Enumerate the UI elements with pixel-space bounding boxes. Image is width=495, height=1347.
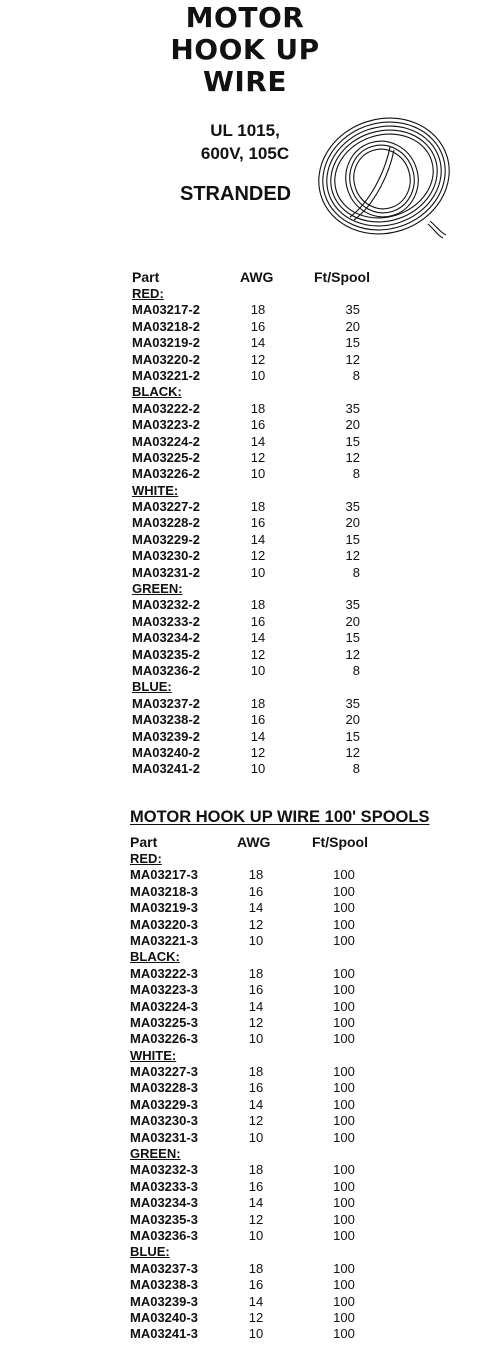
ft-per-spool: 20: [345, 712, 360, 728]
group-label-text: BLUE:: [130, 1244, 170, 1260]
ft-per-spool: 35: [345, 695, 360, 711]
part-number: MA03221-2: [132, 367, 200, 383]
awg-value: 14: [250, 531, 266, 547]
ft-per-spool: 35: [345, 597, 360, 613]
title-line: MOTOR: [185, 1, 305, 34]
part-number: MA03232-3: [130, 1162, 198, 1178]
column-header: Part: [132, 269, 160, 285]
ft-per-spool: 12: [345, 646, 360, 662]
awg-value: 10: [250, 662, 266, 678]
part-number: MA03230-3: [130, 1113, 198, 1129]
ft-per-spool: 100: [333, 1293, 355, 1309]
ft-per-spool: 100: [333, 965, 355, 981]
part-number: MA03226-3: [130, 1031, 198, 1047]
ft-per-spool: 100: [333, 1178, 355, 1194]
ft-per-spool: 35: [345, 400, 360, 416]
product-title: [0, 2, 490, 98]
ft-per-spool: 100: [333, 1260, 355, 1276]
part-number: MA03237-3: [130, 1260, 198, 1276]
wire-coil-illustration: [310, 112, 460, 247]
section-title: MOTOR HOOK UP WIRE 100' SPOOLS: [130, 808, 430, 826]
awg-value: 16: [250, 515, 266, 531]
ft-per-spool: 20: [345, 613, 360, 629]
ft-per-spool: 12: [345, 351, 360, 367]
part-number: MA03236-2: [132, 662, 200, 678]
awg-value: 18: [250, 695, 266, 711]
part-number: MA03229-2: [132, 531, 200, 547]
part-number: MA03235-3: [130, 1211, 198, 1227]
ft-per-spool: 15: [345, 433, 360, 449]
part-number: MA03218-3: [130, 883, 198, 899]
ft-per-spool: 15: [345, 531, 360, 547]
spec-line: UL 1015,: [210, 121, 280, 140]
part-number: MA03220-3: [130, 916, 198, 932]
part-number: MA03222-3: [130, 965, 198, 981]
awg-value: 14: [250, 728, 266, 744]
part-number: MA03219-2: [132, 335, 200, 351]
awg-value: 10: [250, 564, 266, 580]
group-label-text: BLACK:: [130, 949, 180, 965]
part-number: MA03221-3: [130, 932, 198, 948]
awg-value: 14: [248, 1195, 264, 1211]
ft-per-spool: 8: [352, 466, 360, 482]
ft-per-spool: 100: [333, 1326, 355, 1342]
awg-value: 10: [248, 1129, 264, 1145]
ft-per-spool: 100: [333, 1277, 355, 1293]
part-number: MA03238-2: [132, 712, 200, 728]
column-header: AWG: [237, 834, 271, 850]
ft-per-spool: 100: [333, 982, 355, 998]
ft-per-spool: 15: [345, 630, 360, 646]
part-number: MA03239-2: [132, 728, 200, 744]
part-number: MA03231-3: [130, 1129, 198, 1145]
group-label-text: RED:: [130, 851, 162, 866]
ft-per-spool: 35: [345, 302, 360, 318]
awg-value: 14: [248, 1293, 264, 1309]
group-label-text: GREEN:: [130, 1146, 181, 1162]
awg-value: 12: [250, 744, 266, 760]
part-number: MA03227-2: [132, 499, 200, 515]
part-number: MA03227-3: [130, 1064, 198, 1080]
awg-value: 16: [250, 712, 266, 728]
awg-value: 18: [250, 597, 266, 613]
ft-per-spool: 20: [345, 515, 360, 531]
part-number: MA03234-2: [132, 630, 200, 646]
awg-value: 18: [248, 1260, 264, 1276]
ft-per-spool: 15: [345, 335, 360, 351]
awg-value: 18: [250, 499, 266, 515]
ft-per-spool: 8: [352, 662, 360, 678]
part-number: MA03232-2: [132, 597, 200, 613]
ft-per-spool: 8: [352, 564, 360, 580]
part-number: MA03231-2: [132, 564, 200, 580]
awg-value: 14: [250, 630, 266, 646]
column-header: Ft/Spool: [312, 834, 368, 850]
ft-per-spool: 20: [345, 318, 360, 334]
part-number: MA03223-3: [130, 982, 198, 998]
part-number: MA03226-2: [132, 466, 200, 482]
awg-value: 12: [248, 1211, 264, 1227]
ft-per-spool: 100: [333, 883, 355, 899]
awg-value: 18: [248, 965, 264, 981]
awg-value: 12: [248, 1113, 264, 1129]
part-number: MA03228-2: [132, 515, 200, 531]
column-header: Ft/Spool: [314, 269, 370, 285]
part-number: MA03234-3: [130, 1195, 198, 1211]
part-number: MA03237-2: [132, 695, 200, 711]
ft-per-spool: 12: [345, 548, 360, 564]
awg-value: 14: [248, 1096, 264, 1112]
part-number: MA03241-2: [132, 761, 200, 777]
ft-per-spool: 100: [333, 932, 355, 948]
part-number: MA03235-2: [132, 646, 200, 662]
awg-value: 16: [248, 1277, 264, 1293]
awg-value: 12: [248, 1309, 264, 1325]
awg-value: 14: [250, 433, 266, 449]
column-header: Part: [130, 834, 158, 850]
part-number: MA03225-2: [132, 449, 200, 465]
awg-value: 10: [248, 1227, 264, 1243]
ft-per-spool: 100: [333, 1014, 355, 1030]
group-label-text: WHITE:: [132, 482, 179, 498]
awg-value: 16: [248, 883, 264, 899]
ft-per-spool: 100: [333, 1309, 355, 1325]
spec-line: 600V, 105C: [200, 144, 290, 163]
awg-value: 16: [250, 613, 266, 629]
ft-per-spool: 8: [352, 761, 360, 777]
awg-value: 16: [250, 417, 266, 433]
part-number: MA03233-3: [130, 1178, 198, 1194]
ft-per-spool: 100: [333, 1080, 355, 1096]
ft-per-spool: 15: [345, 728, 360, 744]
part-number: MA03238-3: [130, 1277, 198, 1293]
part-number: MA03223-2: [132, 417, 200, 433]
awg-value: 16: [248, 1080, 264, 1096]
ft-per-spool: 100: [333, 1031, 355, 1047]
ft-per-spool: 100: [333, 1113, 355, 1129]
ft-per-spool: 12: [345, 449, 360, 465]
awg-value: 10: [248, 1031, 264, 1047]
awg-value: 10: [250, 761, 266, 777]
ft-per-spool: 100: [333, 1096, 355, 1112]
awg-value: 18: [248, 1064, 264, 1080]
ft-per-spool: 100: [333, 998, 355, 1014]
part-number: MA03217-3: [130, 867, 198, 883]
awg-value: 12: [250, 351, 266, 367]
group-label-text: BLACK:: [132, 384, 182, 400]
awg-value: 14: [250, 335, 266, 351]
ft-per-spool: 100: [333, 1129, 355, 1145]
group-label-text: RED:: [132, 286, 164, 301]
part-number: MA03217-2: [132, 302, 200, 318]
title-line: WIRE: [203, 65, 287, 98]
awg-value: 18: [248, 867, 264, 883]
title-line: HOOK UP: [170, 33, 320, 66]
part-number: MA03224-2: [132, 433, 200, 449]
ft-per-spool: 100: [333, 1227, 355, 1243]
part-number: MA03230-2: [132, 548, 200, 564]
awg-value: 10: [248, 932, 264, 948]
awg-value: 16: [250, 318, 266, 334]
awg-value: 12: [248, 1014, 264, 1030]
ft-per-spool: 35: [345, 499, 360, 515]
part-number: MA03241-3: [130, 1326, 198, 1342]
spec-text: [185, 119, 305, 165]
part-number: MA03222-2: [132, 400, 200, 416]
part-number: MA03240-3: [130, 1309, 198, 1325]
awg-value: 10: [248, 1326, 264, 1342]
part-number: MA03233-2: [132, 613, 200, 629]
awg-value: 16: [248, 1178, 264, 1194]
stranded-label: STRANDED: [180, 183, 292, 205]
part-number: MA03218-2: [132, 318, 200, 334]
awg-value: 18: [250, 400, 266, 416]
ft-per-spool: 20: [345, 417, 360, 433]
part-number: MA03225-3: [130, 1014, 198, 1030]
awg-value: 14: [248, 998, 264, 1014]
part-number: MA03240-2: [132, 744, 200, 760]
part-number: MA03229-3: [130, 1096, 198, 1112]
part-number: MA03228-3: [130, 1080, 198, 1096]
part-number: MA03239-3: [130, 1293, 198, 1309]
part-number: MA03224-3: [130, 998, 198, 1014]
awg-value: 18: [248, 1162, 264, 1178]
awg-value: 12: [248, 916, 264, 932]
group-label-text: BLUE:: [132, 679, 172, 695]
group-label-text: GREEN:: [132, 581, 183, 597]
awg-value: 16: [248, 982, 264, 998]
ft-per-spool: 12: [345, 744, 360, 760]
awg-value: 18: [250, 302, 266, 318]
ft-per-spool: 100: [333, 900, 355, 916]
column-header: AWG: [240, 269, 274, 285]
ft-per-spool: 100: [333, 867, 355, 883]
awg-value: 12: [250, 548, 266, 564]
group-label-text: WHITE:: [130, 1047, 177, 1063]
ft-per-spool: 100: [333, 1211, 355, 1227]
awg-value: 12: [250, 646, 266, 662]
ft-per-spool: 8: [352, 367, 360, 383]
awg-value: 10: [250, 466, 266, 482]
ft-per-spool: 100: [333, 1195, 355, 1211]
awg-value: 14: [248, 900, 264, 916]
part-number: MA03219-3: [130, 900, 198, 916]
part-number: MA03236-3: [130, 1227, 198, 1243]
awg-value: 12: [250, 449, 266, 465]
awg-value: 10: [250, 367, 266, 383]
ft-per-spool: 100: [333, 1162, 355, 1178]
ft-per-spool: 100: [333, 1064, 355, 1080]
part-number: MA03220-2: [132, 351, 200, 367]
ft-per-spool: 100: [333, 916, 355, 932]
